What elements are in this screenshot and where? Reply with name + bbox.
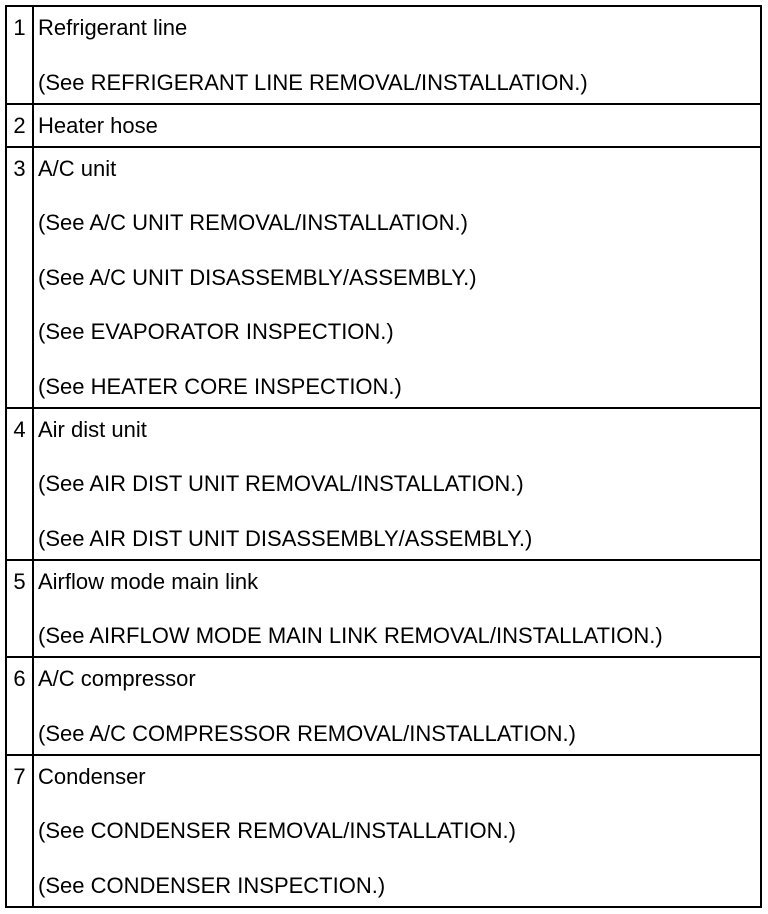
- row-number-cell: [6, 560, 33, 658]
- reference-link[interactable]: (See CONDENSER REMOVAL/INSTALLATION.): [38, 818, 516, 843]
- row-description-cell: [33, 147, 761, 408]
- table-row: [6, 755, 761, 907]
- parts-table: [5, 5, 762, 908]
- part-name: Air dist unit: [38, 416, 147, 442]
- reference-link[interactable]: (See EVAPORATOR INSPECTION.): [38, 319, 394, 344]
- row-description-cell: [33, 560, 761, 658]
- reference-link[interactable]: (See REFRIGERANT LINE REMOVAL/INSTALLATION.): [38, 69, 588, 95]
- part-name: Heater hose: [38, 112, 158, 138]
- row-number: 7: [13, 763, 26, 789]
- table-row: [6, 104, 761, 147]
- reference-link[interactable]: (See A/C UNIT DISASSEMBLY/ASSEMBLY.): [38, 264, 477, 290]
- row-description-cell: [33, 104, 761, 147]
- reference-link[interactable]: (See CONDENSER INSPECTION.): [38, 872, 386, 898]
- row-number: 3: [13, 155, 26, 181]
- table-row: [6, 6, 761, 104]
- row-number-cell: [6, 147, 33, 408]
- row-description-cell: [33, 6, 761, 104]
- reference-link[interactable]: (See HEATER CORE INSPECTION.): [38, 373, 402, 399]
- table-row: [6, 408, 761, 560]
- row-number-cell: [6, 6, 33, 104]
- row-number-cell: [6, 755, 33, 907]
- row-description-cell: [33, 657, 761, 755]
- part-name: Refrigerant line: [38, 15, 188, 40]
- row-number: 1: [13, 15, 26, 40]
- table-row: [6, 560, 761, 658]
- part-name: Airflow mode main link: [38, 568, 259, 594]
- part-name: A/C unit: [38, 155, 117, 181]
- reference-link[interactable]: (See A/C UNIT REMOVAL/INSTALLATION.): [38, 210, 468, 235]
- part-name: Condenser: [38, 763, 146, 789]
- row-number: 4: [13, 416, 26, 442]
- reference-link[interactable]: (See AIR DIST UNIT REMOVAL/INSTALLATION.): [38, 471, 524, 496]
- reference-link[interactable]: (See AIRFLOW MODE MAIN LINK REMOVAL/INSTALLATION.): [38, 623, 663, 648]
- row-number-cell: [6, 104, 33, 147]
- row-description-cell: [33, 408, 761, 560]
- table-row: [6, 657, 761, 755]
- part-name: A/C compressor: [38, 666, 196, 691]
- row-number-cell: [6, 657, 33, 755]
- row-number-cell: [6, 408, 33, 560]
- table-row: [6, 147, 761, 408]
- row-number: 6: [13, 666, 26, 691]
- reference-link[interactable]: (See A/C COMPRESSOR REMOVAL/INSTALLATION.): [38, 720, 576, 746]
- reference-link[interactable]: (See AIR DIST UNIT DISASSEMBLY/ASSEMBLY.): [38, 525, 533, 551]
- row-number: 2: [13, 112, 26, 138]
- row-number: 5: [13, 568, 26, 594]
- row-description-cell: [33, 755, 761, 907]
